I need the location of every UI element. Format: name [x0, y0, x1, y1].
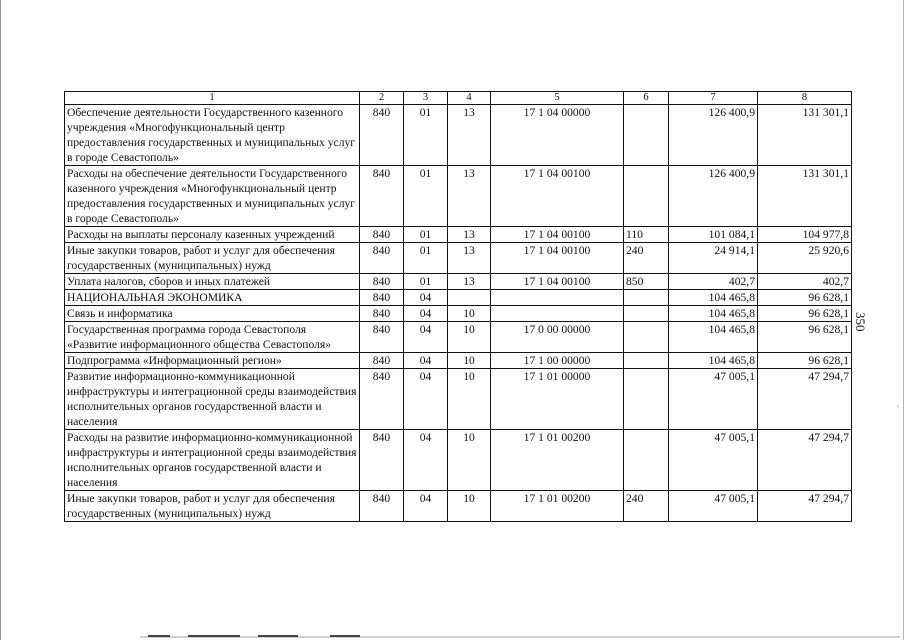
expense-type-code	[624, 166, 669, 227]
amount-year2: 47 294,7	[758, 430, 852, 491]
subsection-code: 13	[448, 274, 491, 290]
column-numbers-row	[65, 92, 852, 105]
target-article-code: 17 1 04 00100	[491, 227, 624, 243]
target-article-code: 17 1 00 00000	[491, 353, 624, 369]
target-article-code: 17 1 04 00100	[491, 274, 624, 290]
page-number: 350	[853, 312, 868, 332]
scan-artifact	[148, 635, 170, 637]
row-name: Государственная программа города Севастополя «Развитие информационного общества Севастополя»	[65, 322, 360, 353]
amount-year1: 104 465,8	[669, 353, 758, 369]
row-name: НАЦИОНАЛЬНАЯ ЭКОНОМИКА	[65, 290, 360, 306]
table-row	[65, 306, 852, 322]
expense-type-code: 240	[624, 491, 669, 522]
section-code: 04	[404, 353, 448, 369]
margin-tick: '	[897, 404, 899, 414]
target-article-code: 17 1 04 00100	[491, 243, 624, 274]
expense-type-code	[624, 306, 669, 322]
budget-table	[64, 91, 852, 522]
section-code: 01	[404, 166, 448, 227]
table-row	[65, 166, 852, 227]
grbs-code: 840	[360, 353, 404, 369]
subsection-code: 10	[448, 306, 491, 322]
target-article-code: 17 1 04 00000	[491, 105, 624, 166]
amount-year1: 47 005,1	[669, 491, 758, 522]
section-code: 01	[404, 105, 448, 166]
amount-year2: 96 628,1	[758, 322, 852, 353]
scan-artifact	[188, 635, 240, 637]
amount-year1: 47 005,1	[669, 430, 758, 491]
column-header: 1	[65, 92, 360, 105]
amount-year1: 126 400,9	[669, 105, 758, 166]
amount-year2: 47 294,7	[758, 369, 852, 430]
expense-type-code: 850	[624, 274, 669, 290]
expense-type-code	[624, 369, 669, 430]
target-article-code: 17 1 01 00200	[491, 430, 624, 491]
grbs-code: 840	[360, 227, 404, 243]
scan-edge-right	[903, 0, 904, 640]
table-row	[65, 105, 852, 166]
table-row	[65, 353, 852, 369]
section-code: 04	[404, 430, 448, 491]
row-name: Развитие информационно-коммуникационной инфраструктуры и интеграционной среды взаимодействия исполнительных органов государственной власти и населения	[65, 369, 360, 430]
target-article-code: 17 1 01 00000	[491, 369, 624, 430]
grbs-code: 840	[360, 322, 404, 353]
amount-year2: 131 301,1	[758, 105, 852, 166]
grbs-code: 840	[360, 290, 404, 306]
column-header: 6	[624, 92, 669, 105]
expense-type-code: 240	[624, 243, 669, 274]
row-name: Иные закупки товаров, работ и услуг для обеспечения государственных (муниципальных) нужд	[65, 491, 360, 522]
amount-year2: 104 977,8	[758, 227, 852, 243]
subsection-code: 13	[448, 243, 491, 274]
amount-year1: 402,7	[669, 274, 758, 290]
table-row	[65, 274, 852, 290]
target-article-code	[491, 290, 624, 306]
scan-artifact	[330, 635, 360, 637]
column-header: 8	[758, 92, 852, 105]
table-row	[65, 430, 852, 491]
subsection-code: 13	[448, 227, 491, 243]
table-row	[65, 227, 852, 243]
section-code: 04	[404, 491, 448, 522]
grbs-code: 840	[360, 369, 404, 430]
scan-edge-left	[0, 0, 1, 640]
grbs-code: 840	[360, 105, 404, 166]
row-name: Иные закупки товаров, работ и услуг для обеспечения государственных (муниципальных) нужд	[65, 243, 360, 274]
column-header: 5	[491, 92, 624, 105]
amount-year2: 96 628,1	[758, 306, 852, 322]
grbs-code: 840	[360, 491, 404, 522]
expense-type-code: 110	[624, 227, 669, 243]
section-code: 04	[404, 369, 448, 430]
grbs-code: 840	[360, 306, 404, 322]
amount-year2: 131 301,1	[758, 166, 852, 227]
subsection-code: 10	[448, 369, 491, 430]
subsection-code: 10	[448, 322, 491, 353]
subsection-code: 10	[448, 491, 491, 522]
row-name: Связь и информатика	[65, 306, 360, 322]
section-code: 01	[404, 227, 448, 243]
amount-year1: 47 005,1	[669, 369, 758, 430]
table-row	[65, 369, 852, 430]
section-code: 04	[404, 306, 448, 322]
amount-year1: 104 465,8	[669, 306, 758, 322]
grbs-code: 840	[360, 243, 404, 274]
amount-year2: 96 628,1	[758, 290, 852, 306]
column-header: 4	[448, 92, 491, 105]
target-article-code	[491, 306, 624, 322]
grbs-code: 840	[360, 274, 404, 290]
amount-year1: 104 465,8	[669, 290, 758, 306]
row-name: Расходы на выплаты персоналу казенных учреждений	[65, 227, 360, 243]
column-header: 3	[404, 92, 448, 105]
expense-type-code	[624, 290, 669, 306]
row-name: Расходы на обеспечение деятельности Государственного казенного учреждения «Многофункциональный центр предоставления государственных и муниципальных услуг в городе Севастополь»	[65, 166, 360, 227]
subsection-code: 13	[448, 166, 491, 227]
section-code: 04	[404, 290, 448, 306]
subsection-code: 10	[448, 430, 491, 491]
target-article-code: 17 0 00 00000	[491, 322, 624, 353]
expense-type-code	[624, 105, 669, 166]
table-row	[65, 290, 852, 306]
scan-artifact	[258, 635, 298, 637]
section-code: 04	[404, 322, 448, 353]
table-row	[65, 322, 852, 353]
section-code: 01	[404, 274, 448, 290]
row-name: Расходы на развитие информационно-коммуникационной инфраструктуры и интеграционной среды взаимодействия исполнительных органов государственной власти и населения	[65, 430, 360, 491]
amount-year2: 25 920,6	[758, 243, 852, 274]
amount-year1: 101 084,1	[669, 227, 758, 243]
row-name: Подпрограмма «Информационный регион»	[65, 353, 360, 369]
scan-edge-bottom	[140, 636, 900, 638]
grbs-code: 840	[360, 430, 404, 491]
subsection-code: 13	[448, 105, 491, 166]
amount-year1: 24 914,1	[669, 243, 758, 274]
row-name: Уплата налогов, сборов и иных платежей	[65, 274, 360, 290]
section-code: 01	[404, 243, 448, 274]
column-header: 2	[360, 92, 404, 105]
expense-type-code	[624, 322, 669, 353]
amount-year1: 126 400,9	[669, 166, 758, 227]
amount-year2: 402,7	[758, 274, 852, 290]
amount-year2: 47 294,7	[758, 491, 852, 522]
subsection-code	[448, 290, 491, 306]
target-article-code: 17 1 01 00200	[491, 491, 624, 522]
table-row	[65, 491, 852, 522]
expense-type-code	[624, 353, 669, 369]
subsection-code: 10	[448, 353, 491, 369]
expense-type-code	[624, 430, 669, 491]
row-name: Обеспечение деятельности Государственного казенного учреждения «Многофункциональный центр предоставления государственных и муниципальных услуг в городе Севастополь»	[65, 105, 360, 166]
amount-year2: 96 628,1	[758, 353, 852, 369]
target-article-code: 17 1 04 00100	[491, 166, 624, 227]
grbs-code: 840	[360, 166, 404, 227]
column-header: 7	[669, 92, 758, 105]
table-row	[65, 243, 852, 274]
amount-year1: 104 465,8	[669, 322, 758, 353]
